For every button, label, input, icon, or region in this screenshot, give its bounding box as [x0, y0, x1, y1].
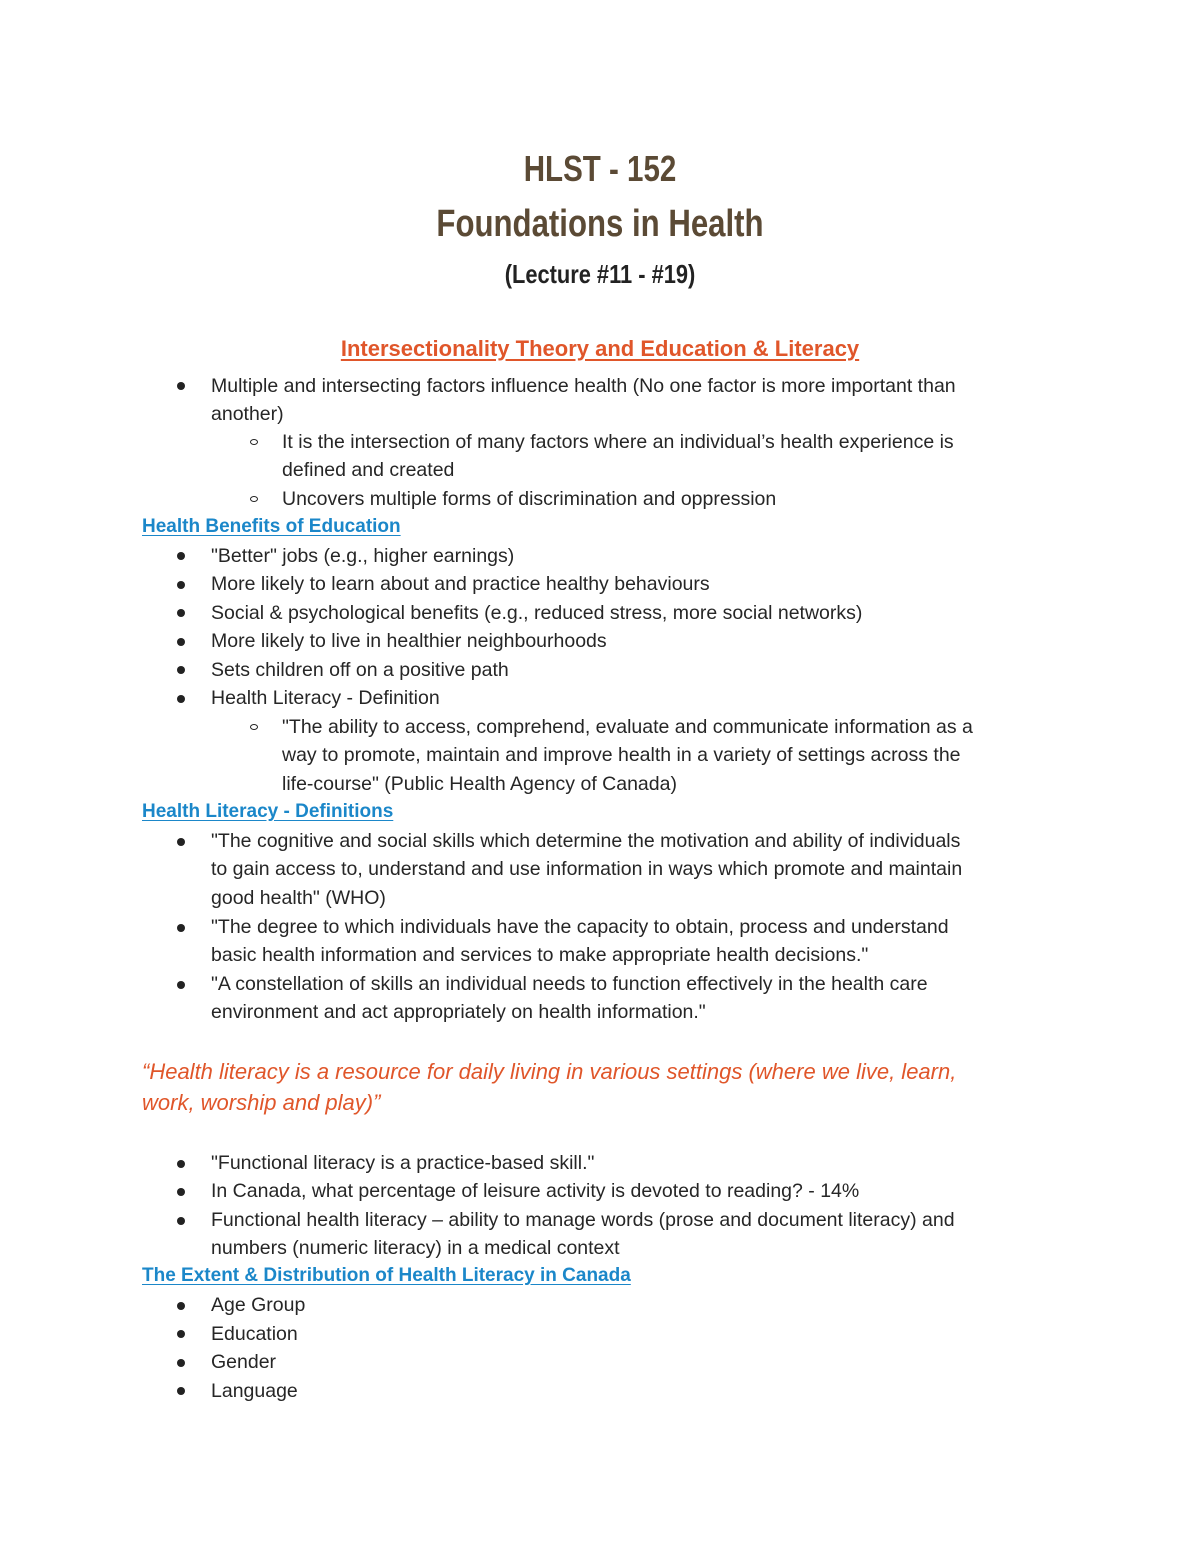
- health-literacy-quote-line1: “Health literacy is a resource for daily living in various settings (where we live, learn,: [142, 1059, 957, 1084]
- course-code: HLST - 152: [523, 148, 677, 189]
- bullet-icon: [177, 581, 185, 589]
- section4-item1: "Functional literacy is a practice-based skill.": [211, 1152, 595, 1174]
- sub-bullet-icon: [250, 724, 258, 730]
- section2-item: More likely to live in healthier neighbourhoods: [211, 630, 607, 652]
- section2-sub-line2: way to promote, maintain and improve health in a variety of settings across the: [282, 744, 961, 766]
- section3-item1-line2: to gain access to, understand and use information in ways which promote and maintain: [211, 858, 963, 880]
- section2-item: Social & psychological benefits (e.g., reduced stress, more social networks): [211, 602, 863, 624]
- bullet-icon: [177, 1217, 185, 1225]
- bullet-icon: [177, 382, 185, 390]
- bullet-icon: [177, 981, 185, 989]
- section3-item2-line2: basic health information and services to make appropriate health decisions.": [211, 944, 869, 966]
- section3-item1-line1: "The cognitive and social skills which determine the motivation and ability of individuals: [211, 830, 961, 852]
- section2-item: Sets children off on a positive path: [211, 659, 509, 681]
- sub-bullet-icon: [250, 496, 258, 502]
- bullet-icon: [177, 1160, 185, 1168]
- section3-item2-line1: "The degree to which individuals have the capacity to obtain, process and understand: [211, 916, 949, 938]
- bullet-icon: [177, 1359, 185, 1367]
- course-title: Foundations in Health: [436, 203, 764, 245]
- section5-item: Education: [211, 1323, 298, 1345]
- section3-item3-line1: "A constellation of skills an individual needs to function effectively in the health care: [211, 973, 928, 995]
- section1-bullet1-line1: Multiple and intersecting factors influence health (No one factor is more important than: [211, 375, 956, 397]
- section1-bullet1-line2: another): [211, 403, 284, 425]
- lecture-range: (Lecture #11 - #19): [504, 259, 696, 289]
- bullet-icon: [177, 609, 185, 617]
- section2-sub-line3: life-course" (Public Health Agency of Canada): [282, 773, 677, 795]
- bullet-icon: [177, 1188, 185, 1196]
- section3-item1-line3: good health" (WHO): [211, 887, 386, 909]
- bullet-icon: [177, 838, 185, 846]
- sub-bullet-icon: [250, 439, 258, 445]
- section5-item: Gender: [211, 1351, 277, 1373]
- section3-item3-line2: environment and act appropriately on health information.": [211, 1001, 706, 1023]
- section-title-extent-distribution: The Extent & Distribution of Health Literacy in Canada: [142, 1265, 631, 1286]
- section4-item3-line2: numbers (numeric literacy) in a medical context: [211, 1237, 620, 1259]
- section4-item3-line1: Functional health literacy – ability to manage words (prose and document literacy) and: [211, 1209, 955, 1231]
- bullet-icon: [177, 1387, 185, 1395]
- bullet-icon: [177, 552, 185, 560]
- section1-sub1-line1: It is the intersection of many factors where an individual’s health experience is: [282, 431, 954, 453]
- section1-sub1-line2: defined and created: [282, 459, 455, 481]
- section2-item: "Better" jobs (e.g., higher earnings): [211, 545, 515, 567]
- bullet-icon: [177, 666, 185, 674]
- section-title-intersectionality: Intersectionality Theory and Education & Literacy: [340, 336, 860, 361]
- section-title-definitions: Health Literacy - Definitions: [142, 801, 394, 822]
- bullet-icon: [177, 1330, 185, 1338]
- section2-item: Health Literacy - Definition: [211, 687, 440, 709]
- section-title-health-benefits: Health Benefits of Education: [142, 516, 401, 537]
- section5-item: Language: [211, 1380, 298, 1402]
- section1-sub2: Uncovers multiple forms of discrimination and oppression: [282, 488, 777, 510]
- bullet-icon: [177, 924, 185, 932]
- bullet-icon: [177, 1302, 185, 1310]
- bullet-icon: [177, 638, 185, 646]
- bullet-icon: [177, 695, 185, 703]
- section2-item: More likely to learn about and practice healthy behaviours: [211, 573, 710, 595]
- section4-item2: In Canada, what percentage of leisure activity is devoted to reading? - 14%: [211, 1180, 860, 1202]
- section2-sub-line1: "The ability to access, comprehend, evaluate and communicate information as a: [282, 716, 973, 738]
- health-literacy-quote-line2: work, worship and play)”: [142, 1090, 381, 1115]
- section5-item: Age Group: [211, 1294, 306, 1316]
